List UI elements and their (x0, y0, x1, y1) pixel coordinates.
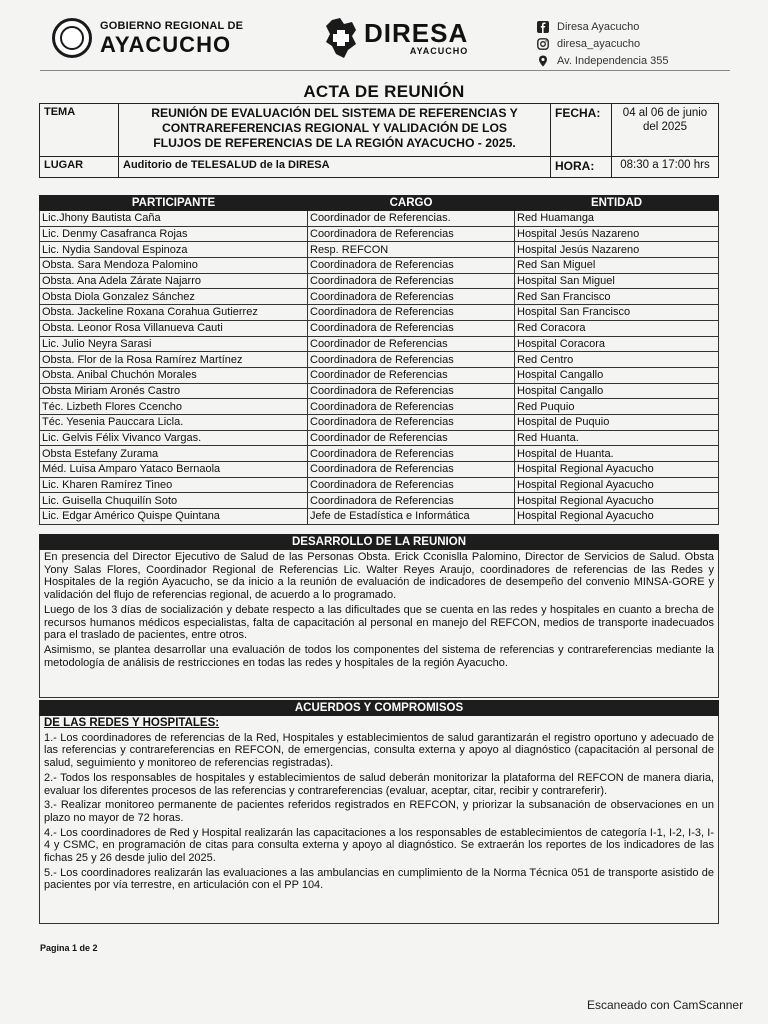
instagram-icon (537, 38, 549, 50)
participant-entidad: Red Huanta. (515, 430, 719, 446)
gobierno-regional-logo (52, 18, 243, 58)
desarrollo-paragraph: En presencia del Director Ejecutivo de Salud de las Personas Obsta. Erick Cconislla Palomino, Director de Servicios de Salud. Obsta Yony Salas Flores, Coordinador Regional de Referencias Lic. Walter Reyes Araujo, coordinadores de referencias de las Redes y Hospitales de la región Ayacucho, se da inicio a la reunión de evaluación de indicadores de desempeño del convenio MINSA-GORE y validación del flujo de referencias regional, de acuerdo a lo programado. (44, 551, 714, 602)
participant-entidad: Hospital Cangallo (515, 367, 719, 383)
participant-name: Méd. Luisa Amparo Yataco Bernaola (40, 462, 308, 478)
participant-row (40, 383, 719, 399)
participant-row (40, 320, 719, 336)
contact-address-text: Av. Independencia 355 (557, 54, 669, 67)
location-pin-icon (537, 55, 549, 67)
diresa-logo (322, 16, 468, 60)
contact-address (537, 52, 669, 69)
desarrollo-paragraph: Luego de los 3 días de socialización y debate respecto a las dificultades que se cuenta en las redes y hospitales en cuanto a brecha de recursos humanos médicos especialistas, falta de capacitación al personal en manejo del REFCON, medios de transporte inadecuados para el traslado de pacientes, entre otros. (44, 603, 714, 642)
participant-name: Obsta. Leonor Rosa Villanueva Cauti (40, 320, 308, 336)
participant-cargo: Coordinadora de Referencias (308, 383, 515, 399)
document-title: ACTA DE REUNIÓN (303, 82, 465, 101)
participant-row (40, 509, 719, 525)
participant-name: Obsta. Ana Adela Zárate Najarro (40, 273, 308, 289)
participant-name: Lic. Julio Neyra Sarasi (40, 336, 308, 352)
participant-entidad: Hospital Regional Ayacucho (515, 493, 719, 509)
participant-entidad: Red Centro (515, 352, 719, 368)
participant-name: Obsta Miriam Aronés Castro (40, 383, 308, 399)
participant-row (40, 211, 719, 227)
participant-cargo: Coordinadora de Referencias (308, 352, 515, 368)
participants-header-cargo: CARGO (308, 196, 515, 211)
participant-entidad: Hospital Jesús Nazareno (515, 226, 719, 242)
desarrollo-section (39, 550, 719, 698)
participant-cargo: Coordinador de Referencias (308, 430, 515, 446)
participants-table-body (40, 211, 719, 525)
desarrollo-heading: DESARROLLO DE LA REUNION (39, 534, 719, 550)
participant-entidad: Hospital Regional Ayacucho (515, 462, 719, 478)
acuerdo-item: 5.- Los coordinadores realizarán las evaluaciones a las ambulancias en cumplimiento de la Norma Técnica 051 de transporte asistido de pacientes por vía terrestre, en articulación con el PP 104. (44, 866, 714, 892)
participant-entidad: Red Coracora (515, 320, 719, 336)
participant-name: Obsta Estefany Zurama (40, 446, 308, 462)
participant-name: Lic. Denmy Casafranca Rojas (40, 226, 308, 242)
desarrollo-paragraph: Asimismo, se plantea desarrollar una evaluación de todos los componentes del sistema de referencias y contrareferencias mediante la metodología de análisis de restricciones en todas las redes y hospitales de la región Ayacucho. (44, 643, 714, 669)
participant-row (40, 258, 719, 274)
participant-entidad: Hospital de Puquio (515, 414, 719, 430)
participant-name: Obsta. Jackeline Roxana Corahua Gutierrez (40, 305, 308, 321)
participant-cargo: Coordinadora de Referencias (308, 226, 515, 242)
participant-row (40, 352, 719, 368)
participant-entidad: Hospital San Miguel (515, 273, 719, 289)
participant-cargo: Coordinador de Referencias (308, 367, 515, 383)
gob-top-text: GOBIERNO REGIONAL DE (100, 19, 244, 32)
participant-row (40, 367, 719, 383)
lugar-label: LUGAR (40, 157, 119, 178)
participant-name: Téc. Lizbeth Flores Ccencho (40, 399, 308, 415)
participants-table (39, 195, 719, 525)
participant-cargo: Resp. REFCON (308, 242, 515, 258)
ayacucho-seal-icon (52, 18, 92, 58)
fecha-line-2: del 2025 (642, 121, 688, 133)
fecha-line-1: 04 al 06 de junio (622, 107, 708, 119)
participant-entidad: Hospital Cangallo (515, 383, 719, 399)
participant-entidad: Hospital Regional Ayacucho (515, 509, 719, 525)
meeting-info-table (39, 103, 719, 178)
lugar-value: Auditorio de TELESALUD de la DIRESA (119, 157, 551, 178)
document-header (40, 12, 730, 70)
camscanner-watermark: Escaneado con CamScanner (587, 998, 744, 1012)
participant-entidad: Red San Francisco (515, 289, 719, 305)
diresa-name-text: DIRESA (364, 18, 469, 48)
diresa-sub-text: AYACUCHO (409, 46, 469, 56)
participant-row (40, 273, 719, 289)
page-number: Pagina 1 de 2 (40, 943, 98, 953)
participant-entidad: Hospital Regional Ayacucho (515, 477, 719, 493)
participant-entidad: Hospital Coracora (515, 336, 719, 352)
ayacucho-map-icon (322, 16, 360, 60)
participant-row (40, 477, 719, 493)
participant-cargo: Coordinador de Referencias. (308, 211, 515, 227)
participant-row (40, 305, 719, 321)
participant-row (40, 242, 719, 258)
tema-line: FLUJOS DE REFERENCIAS DE LA REGIÓN AYACUCHO - 2025. (153, 136, 516, 150)
acuerdo-item: 2.- Todos los responsables de hospitales y establecimientos de salud deberán monitorizar la plataforma del REFCON de manera diaria, evaluar los diferentes procesos de las referencias y contrareferencias (evaluar, aceptar, citar, recibir y contrareferir). (44, 771, 714, 797)
participant-entidad: Hospital Jesús Nazareno (515, 242, 719, 258)
header-divider (40, 70, 730, 71)
contact-instagram (537, 35, 669, 52)
fecha-label: FECHA: (551, 104, 612, 157)
participant-row (40, 430, 719, 446)
participant-entidad: Hospital de Huanta. (515, 446, 719, 462)
contact-facebook (537, 18, 669, 35)
tema-label: TEMA (40, 104, 119, 157)
participant-row (40, 289, 719, 305)
acuerdos-heading: ACUERDOS Y COMPROMISOS (39, 700, 719, 716)
participant-cargo: Coordinador de Referencias (308, 336, 515, 352)
participants-header-entidad: ENTIDAD (515, 196, 719, 211)
participant-row (40, 336, 719, 352)
participant-row (40, 462, 719, 478)
participant-row (40, 446, 719, 462)
tema-value (119, 104, 551, 157)
participants-header-participante: PARTICIPANTE (40, 196, 308, 211)
acuerdo-item: 3.- Realizar monitoreo permanente de pacientes referidos registrados en REFCON, y priorizar la subsanación de observaciones en un plazo no mayor de 72 horas. (44, 799, 714, 824)
participant-entidad: Red Puquio (515, 399, 719, 415)
participant-name: Téc. Yesenia Pauccara Licla. (40, 414, 308, 430)
participant-name: Lic.Jhony Bautista Caña (40, 211, 308, 227)
hora-value: 08:30 a 17:00 hrs (612, 157, 719, 178)
participant-cargo: Coordinadora de Referencias (308, 258, 515, 274)
participant-row (40, 399, 719, 415)
contact-instagram-text: diresa_ayacucho (557, 37, 641, 50)
participant-cargo: Coordinadora de Referencias (308, 273, 515, 289)
participant-name: Lic. Nydia Sandoval Espinoza (40, 242, 308, 258)
participant-entidad: Red San Miguel (515, 258, 719, 274)
participant-cargo: Coordinadora de Referencias (308, 305, 515, 321)
acuerdo-item: 1.- Los coordinadores de referencias de la Red, Hospitales y establecimientos de salud garantizarán el registro oportuno y adecuado de las referencias y contrareferencias en REFCON, de emergencias, consulta externa y apoyo al diagnóstico (capacitación al personal de salud, seguimiento y monitoreo de referencias registradas). (44, 731, 714, 770)
acuerdo-item: 4.- Los coordinadores de Red y Hospital realizarán las capacitaciones a los responsables de establecimientos de categoría I-1, I-2, I-3, I-4 y CSMC, en programación de citas para consulta externa y apoyo al diagnóstico. Se extraerán los reportes de los indicadores de las fichas 25 y 26 desde julio del 2025. (44, 826, 714, 865)
participant-cargo: Coordinadora de Referencias (308, 477, 515, 493)
acuerdos-section (39, 716, 719, 924)
participant-row (40, 414, 719, 430)
participant-cargo: Jefe de Estadística e Informática (308, 509, 515, 525)
fecha-value (612, 104, 719, 157)
participant-name: Obsta. Anibal Chuchón Morales (40, 367, 308, 383)
gob-name-text: AYACUCHO (100, 31, 232, 57)
participant-name: Obsta. Flor de la Rosa Ramírez Martínez (40, 352, 308, 368)
participant-name: Obsta. Sara Mendoza Palomino (40, 258, 308, 274)
participant-entidad: Hospital San Francisco (515, 305, 719, 321)
participant-cargo: Coordinadora de Referencias (308, 462, 515, 478)
facebook-icon (537, 21, 549, 33)
hora-label: HORA: (551, 157, 612, 178)
participant-cargo: Coordinadora de Referencias (308, 493, 515, 509)
participant-row (40, 226, 719, 242)
participant-row (40, 493, 719, 509)
participant-cargo: Coordinadora de Referencias (308, 399, 515, 415)
participant-name: Lic. Guisella Chuquilín Soto (40, 493, 308, 509)
participant-cargo: Coordinadora de Referencias (308, 320, 515, 336)
participant-entidad: Red Huamanga (515, 211, 719, 227)
tema-line: REUNIÓN DE EVALUACIÓN DEL SISTEMA DE REFERENCIAS Y (151, 106, 518, 120)
acuerdos-subheading: DE LAS REDES Y HOSPITALES: (44, 717, 220, 729)
participant-cargo: Coordinadora de Referencias (308, 289, 515, 305)
participant-name: Lic. Gelvis Félix Vivanco Vargas. (40, 430, 308, 446)
participant-cargo: Coordinadora de Referencias (308, 446, 515, 462)
tema-line: CONTRAREFERENCIAS REGIONAL Y VALIDACIÓN DE LOS (161, 121, 508, 135)
participant-name: Lic. Kharen Ramírez Tineo (40, 477, 308, 493)
participant-name: Obsta Diola Gonzalez Sánchez (40, 289, 308, 305)
contact-list (537, 18, 669, 69)
participant-name: Lic. Edgar Américo Quispe Quintana (40, 509, 308, 525)
contact-facebook-text: Diresa Ayacucho (557, 20, 640, 33)
participant-cargo: Coordinadora de Referencias (308, 414, 515, 430)
